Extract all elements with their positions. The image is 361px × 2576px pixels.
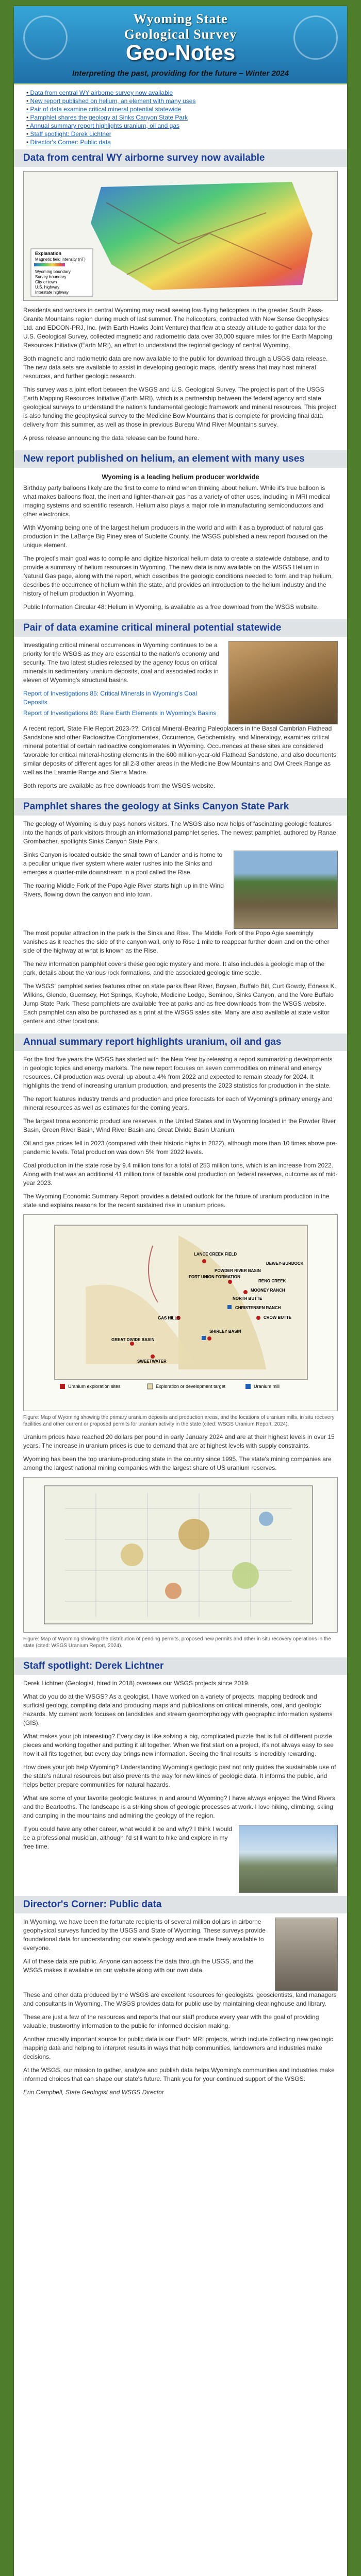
section-title-sinks-canyon: Pamphlet shares the geology at Sinks Canyon State Park [14,798,347,816]
uranium-map-graphic [24,1215,337,1411]
newsletter-header [14,6,347,84]
magnetic-survey-map [23,171,338,301]
paragraph: Wyoming has been the top uranium-producing state in the country since 1995. The state's mining companies are among the largest national mining companies with the largest share of US uranium reserves. [23,1455,332,1471]
header-line2: Geological Survey [124,27,237,42]
paragraph: If you could have any other career, what would it be and why? I think I would be a professional musician, although I'd still want to hike and explore in my free time. [23,1825,232,1850]
map-label: GAS HILLS [158,1316,180,1320]
map-label: SHIRLEY BASIN [209,1329,241,1334]
paragraph: The geology of Wyoming is duly pays honors visitors. The WSGS also now helps of fascinating geologic features into the hands of park visitors through an informational pamphlet series. The newest pamphlet, authored by Ranae Grombacher, spotlights Sinks Canyon State Park. [23,820,336,845]
director-portrait [275,1918,338,1991]
report-link[interactable]: Report of Investigations 85: Critical Minerals in Wyoming's Coal Deposits [23,690,197,706]
section-title-helium: New report published on helium, an element with many uses [14,450,347,468]
paragraph: The new information pamphlet covers these geologic mystery and more. It also includes a geologic map of the park, details about the various rock formations, and the associated geologic time scale. [23,960,325,976]
paragraph: A press release announcing the data release can be found here. [23,434,199,442]
paragraph: Coal production in the state rose by 9.4 million tons for a total of 253 million tons, which is an increase from 2022. Along with that was an additional 41 million tons of taxable coal production on federal reserves, outcome as of mid-year 2023. [23,1162,338,1187]
paragraph: The roaring Middle Fork of the Popo Agie River starts high up in the Wind Rivers, flowing down the canyon and into town. [23,882,224,898]
paragraph: Oil and gas prices fell in 2023 (compared with their historic highs in 2022), although more than 10 times above pre-pandemic levels. Total production was down 5% from 2022 levels. [23,1140,337,1156]
paragraph: What makes your job interesting? Every day is like solving a big, complicated puzzle that is full of different puzzle pieces and working together and putting it all together. When we first start on a project, it's not always easy to see how it all fits together, but every day brings new information. Seeing the final results is incredibly rewarding. [23,1733,334,1757]
section-title-staff-spotlight: Staff spotlight: Derek Lichtner [14,1657,347,1675]
legend-item: Wyoming boundary [35,269,71,274]
map-legend-item: Uranium exploration sites [68,1384,121,1389]
paragraph: Sinks Canyon is located outside the small town of Lander and is home to a peculiar unique river system where water rushes into the Sinks and emerges a quarter-mile downstream in a pool called the Rise. [23,851,223,876]
permits-map-graphic [24,1478,337,1632]
paragraph: In Wyoming, we have been the fortunate recipients of several million dollars in airborne geophysical surveys funded by the USGS and State of Wyoming. These surveys provide foundational data for understanding our state's geology and are made freely available to everyone. [23,1918,266,1952]
map-label: CROW BUTTE [264,1315,292,1320]
paragraph: A recent report, State File Report 2023-??: Critical Mineral-Bearing Paleoplacers in the Basal Cambrian Flathead Sandstone and other Radioactive Conglomerates, Occurrence, Geochemistry, and Mineralogy, examines critical mineral potential of certain radioactive conglomerates in Wyoming. Occurrences at these sites are considered favorable for critical mineral-hosting elements in the 600 million-year-old Flathead Sandstone, and also documents similar deposits of different ages for all 2-3 other areas in the Medicine Bow Mountains and Owl Creek Range as well as the Laramie Range and Sierra Madre. [23,725,336,776]
table-of-contents [14,84,347,149]
outcrop-photo [228,641,338,724]
report-link[interactable]: Report of Investigations 86: Rare Earth Elements in Wyoming's Basins [23,709,217,717]
map-caption: Figure: Map of Wyoming showing the distribution of pending permits, proposed new permits and other in situ recovery operations in the state (cited: WSGS Uranium Report, 2024). [23,1636,331,1649]
paragraph: Both reports are available as free downloads from the WSGS website. [23,782,216,789]
header-line1: Wyoming State [133,11,228,26]
legend-title: Explanation [35,251,62,256]
legend-item: Survey boundary [35,275,67,279]
newsletter-card [14,6,347,2576]
map-label: POWDER RIVER BASIN [215,1268,261,1273]
toc-link[interactable]: • Director's Corner: Public data [26,138,338,146]
toc-link[interactable]: • Pair of data examine critical mineral potential statewide [26,105,338,113]
section-sinks-canyon [14,816,347,1033]
staff-photo [239,1825,338,1893]
section-critical-minerals [14,637,347,798]
section-staff-spotlight [14,1675,347,1896]
brand-title: Geo-Notes [125,40,236,64]
paragraph: What are some of your favorite geologic features in and around Wyoming? I have always enjoyed the Wind Rivers and the Beartooths. The landscape is a striking show of geologic processes at work. I love hiking, climbing, skiing and camping in the mountains and admiring the geology of the region. [23,1794,335,1819]
section-annual-summary [14,1051,347,1657]
paragraph: Investigating critical mineral occurrences in Wyoming continues to be a priority for the WSGS as they are essential to the nation's economy and security. The two latest studies released by the agency focus on critical minerals in sedimentary uranium deposits, coal and associated rocks in eleven of Wyoming's structural basins. [23,641,219,684]
map-label: LANCE CREEK FIELD [194,1252,237,1257]
toc-link[interactable]: • Staff spotlight: Derek Lichtner [26,130,338,138]
sinks-canyon-photo [234,851,338,929]
legend-item: U.S. highway [35,285,60,290]
map-label: CHRISTENSEN RANCH [235,1306,281,1310]
paragraph: The WSGS' pamphlet series features other on state parks Bear River, Boysen, Buffalo Bill, Curt Gowdy, Edness K. Wilkins, Glendo, Guernsey, Hot Springs, Keyhole, Medicine Lodge, Seminoe, Sinks Canyon, and the Vore Buffalo Jump State Park. These pamphlets are available free at parks and as free downloads from the WSGS website. Each pamphlet can also be purchased as a print at the WSGS sales site. Many are also available at state visitor centers and other locations. [23,982,336,1025]
paragraph: The report features industry trends and production and price forecasts for each of Wyoming's primary energy and mineral resources as well as estimates for the coming years. [23,1095,333,1111]
paragraph: The project's main goal was to compile and digitize historical helium data to create a statewide database, and to provide a summary of helium resources in Wyoming. The new data is now available on the WSGS Helium in Natural Gas page, along with the report, which describes the geologic conditions needed to form and trap helium, describes the occurrence of helium within the state, and provides an introduction to the helium industry and the history of helium production in Wyoming. [23,555,333,597]
map-label: GREAT DIVIDE BASIN [111,1337,155,1342]
map-label: SWEETWATER [137,1359,167,1364]
toc-link[interactable]: • Pamphlet shares the geology at Sinks Canyon State Park [26,113,338,122]
paragraph: Both magnetic and radiometric data are now available to the public for download through a USGS data release. The new data sets are available to assist in developing geologic maps, identify areas that may host mineral resources, and further geologic research. [23,355,328,380]
section-directors-corner [14,1913,347,2105]
section-title-directors-corner: Director's Corner: Public data [14,1896,347,1913]
toc-link[interactable]: • Annual summary report highlights uranium, oil and gas [26,122,338,130]
legend-item: City or town [35,280,57,284]
paragraph: How does your job help Wyoming? Understanding Wyoming's geologic past not only guides the sustainable use of the state's natural resources but also prevents the way for new kinds of geologic data. It informs the public, and helps better prepare communities for natural hazards. [23,1764,336,1788]
paragraph: Derek Lichtner (Geologist, hired in 2018) oversees our WSGS projects since 2019. [23,1680,250,1687]
paragraph: All of these data are public. Anyone can access the data through the USGS, and the WSGS makes it available on our website along with our own data. [23,1958,254,1974]
map-legend-item: Exploration or development target [156,1384,226,1389]
section-title-airborne: Data from central WY airborne survey now available [14,149,347,167]
section-subtitle: Wyoming is a leading helium producer worldwide [102,473,259,481]
paragraph: This survey was a joint effort between the WSGS and U.S. Geological Survey. The project is part of the USGS Earth Mapping Resources Initiative (Earth MRI), which is a partnership between the federal agency and state geological surveys to understand the nation's fundamental geologic framework and mineral resources. This project is also funding the geophysical survey to the Medicine Bow Mountains that is complete for providing final data delivery from this summer, as well as those in previous Bureau Wind River Mountains survey. [23,386,337,428]
paragraph: These and other data produced by the WSGS are excellent resources for geologists, geoscientists, land managers and consultants in Wyoming. The WSGS provides data for public use by maintaining clearinghouse and library. [23,1991,337,2007]
legend-items [35,269,71,295]
uranium-map [23,1214,338,1411]
legend-item: Interstate highway [35,290,69,295]
section-title-critical-minerals: Pair of data examine critical mineral potential statewide [14,619,347,637]
paragraph: At the WSGS, our mission to gather, analyze and publish data helps Wyoming's communities and industries make informed choices that can shape our state's future. Thank you for your continued support of the WSGS. [23,2066,335,2082]
section-airborne [14,167,347,450]
map-label: RENO CREEK [258,1279,286,1283]
map-caption: Figure: Map of Wyoming showing the primary uranium deposits and production areas, and the locations of uranium mills, in situ recovery facilities and other current or proposed permits for uranium activity in the state (cited: WSGS Uranium Report, 2024). [23,1415,335,1427]
header-tagline: Interpreting the past, providing for the future – Winter 2024 [72,69,289,78]
map-label: MOONEY RANCH [251,1288,285,1293]
paragraph: Birthday party balloons likely are the first to come to mind when thinking about helium. While it's true balloon is what makes balloons float, the inert and lighter-than-air gas has a variety of other uses, including in MRI medical imaging systems and scientific research. Helium also plays a major role in manufacturing semiconductors and other electronics. [23,484,331,518]
map-label: DEWEY-BURDOCK [266,1261,304,1266]
paragraph: With Wyoming being one of the largest helium producers in the world and with it as a byproduct of natural gas production in the LaBarge Big Piney area of Sublette County, the WSGS published a new report focused on the unique element. [23,524,328,549]
paragraph: Another crucially important source for public data is our Earth MRI projects, which include collecting new geologic mapping data and helping to interpret results in ways that help communities, landowners and industries make decisions. [23,2036,333,2060]
section-title-annual-summary: Annual summary report highlights uranium, oil and gas [14,1033,347,1051]
paragraph: The largest trona economic product are reserves in the United States and in Wyoming located in the Powder River Basin, Green River Basin, Wind River Basin and Great Divide Basin Uranium. [23,1117,336,1133]
paragraph: Uranium prices have reached 20 dollars per pound in early January 2024 and are at their highest levels in over 15 years. The increase in uranium prices is due to demand that are at highest levels with supply constraints. [23,1433,335,1449]
paragraph: These are just a few of the resources and reports that our staff produce every year with the goal of providing valuable, trustworthy information to the public for informed decision making. [23,2013,319,2029]
director-signature: Erin Campbell, State Geologist and WSGS Director [23,2089,164,2096]
paragraph: For the first five years the WSGS has started with the New Year by releasing a report summarizing developments in geologic topics and energy markets. The new report focuses on seven commodities on mineral and energy resources. Oil production was overall up about a 4% from 2022 and expected to remain steady for 2024. It highlights the trend of increasing uranium production, and presents the 2023 statistics for production in the state. [23,1056,333,1089]
paragraph: The most popular attraction in the park is the Sinks and Rise. The Middle Fork of the Popo Agie seemingly vanishes as it reaches the side of the canyon wall, only to Rise 1 mile to reappear further down and on the other side of the highway at what is known as the Rise. [23,929,330,954]
map-label: NORTH BUTTE [233,1296,262,1301]
map-legend-item: Uranium mill [254,1384,280,1389]
uranium-permits-map [23,1477,338,1633]
map-label: FORT UNION FORMATION [189,1275,240,1279]
paragraph: Residents and workers in central Wyoming may recall seeing low-flying helicopters in the greater South Pass-Granite Mountains region during much of last summer. The helicopters, contracted with New Sense Geophysics Ltd. and EDCON-PRJ, Inc. (with Earth Hawks Joint Venture) that flew at a steady altitude to gather data for the U.S. Geological Survey, collected magnetic and radiometric data over 30,000 square miles for the Earth Mapping Resources Initiative (Earth MRI), an effort to understand the regional geology of central Wyoming. [23,307,332,349]
paragraph: The Wyoming Economic Summary Report provides a detailed outlook for the future of uranium production in the state and explains reasons for the recent sustained rise in uranium prices. [23,1193,330,1209]
section-helium [14,468,347,619]
magnetic-map-graphic [24,172,337,300]
paragraph: What do you do at the WSGS? As a geologist, I have worked on a variety of projects, mapping bedrock and surficial geology, compiling data and producing maps and publications on critical minerals, coal, and geologic hazards. My current work focuses on landslides and stream geomorphology with geographic information systems (GIS). [23,1693,333,1726]
toc-link[interactable]: • Data from central WY airborne survey now available [26,89,338,97]
legend-scale-label: Magnetic field intensity (nT) [35,257,86,262]
toc-link[interactable]: • New report published on helium, an element with many uses [26,97,338,105]
paragraph: Public Information Circular 48: Helium in Wyoming, is available as a free download from the WSGS website. [23,603,319,611]
